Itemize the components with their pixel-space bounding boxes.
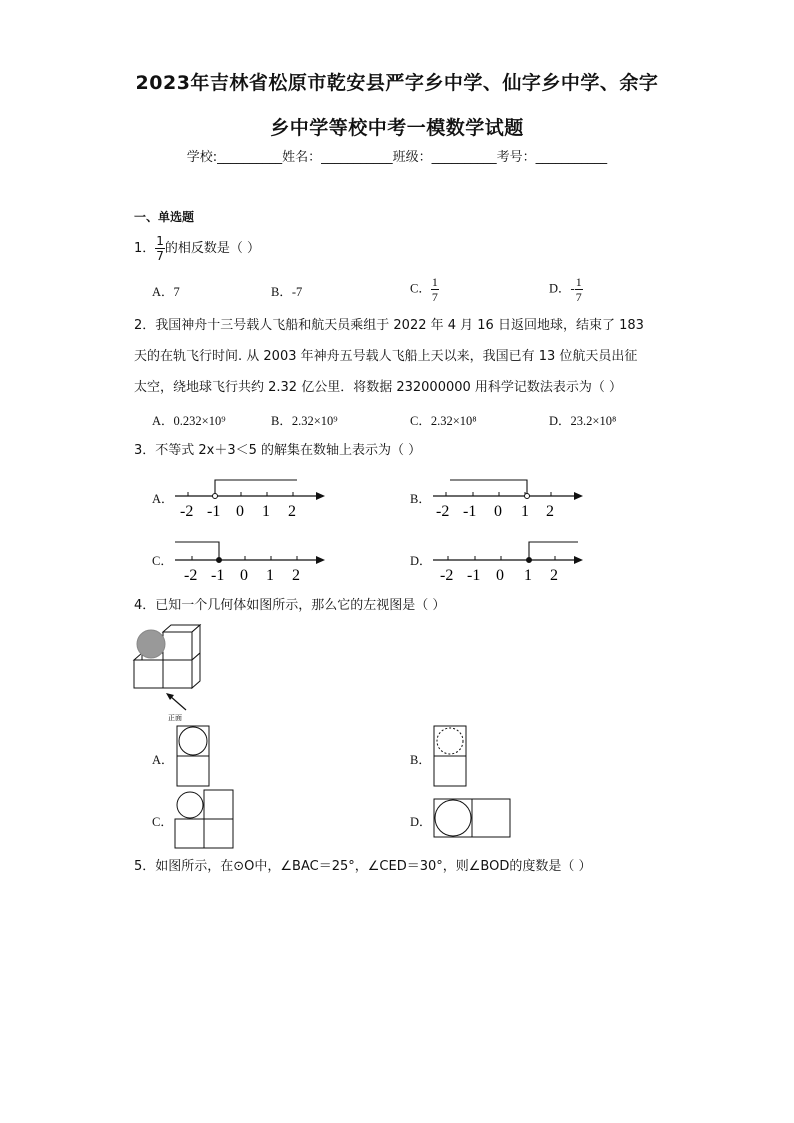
question-stem: 的相反数是（ ） [164, 241, 261, 256]
tick-label: 0 [236, 503, 244, 520]
option-c[interactable]: C． [152, 815, 173, 829]
number-line-c [170, 536, 335, 586]
option-d[interactable]: D．23.2×10⁸ [549, 414, 617, 428]
square [204, 819, 233, 848]
tick-label: 0 [496, 567, 504, 584]
open-endpoint [525, 494, 530, 499]
fraction-numerator: 1 [156, 234, 164, 248]
fraction [155, 234, 165, 263]
tick-label: -2 [180, 503, 194, 520]
arrow-head [574, 556, 583, 564]
number-line-a [170, 472, 335, 522]
square [204, 790, 233, 819]
square [175, 819, 204, 848]
cube-front-face [163, 660, 192, 688]
option-b[interactable]: B．2.32×10⁹ [271, 414, 338, 428]
front-label: 正面 [168, 714, 182, 722]
option-c[interactable] [410, 275, 439, 304]
tick-label: -2 [436, 503, 450, 520]
sphere [137, 630, 165, 658]
fraction [431, 275, 439, 304]
tick-label: 0 [494, 503, 502, 520]
view-c [174, 789, 238, 853]
tick-label: 1 [266, 567, 274, 584]
tick-label: -2 [440, 567, 454, 584]
student-info-line: 学校:__________姓名：___________班级：__________考号：___________ [186, 150, 608, 165]
tick-label: 1 [524, 567, 532, 584]
tick-label: 2 [546, 503, 554, 520]
view-arrow [170, 696, 186, 710]
option-d-label: D．- [549, 281, 575, 296]
question-5: 5．如图所示，在⊙O中，∠BAC＝25°，∠CED＝30°，则∠BOD的度数是（ ） [134, 859, 592, 874]
tick-label: 2 [288, 503, 296, 520]
number-line-d [428, 536, 593, 586]
option-a[interactable]: A．7 [152, 285, 180, 299]
option-b[interactable]: B．-7 [271, 285, 303, 299]
cube-front-face [163, 632, 192, 660]
view-a [176, 725, 212, 789]
solution-bracket [529, 542, 578, 558]
square [472, 799, 510, 837]
option-c-label: C． [410, 281, 431, 296]
exam-title-line1: 2023年吉林省松原市乾安县严字乡中学、仙字乡中学、余字 [135, 72, 659, 94]
tick-label: 1 [521, 503, 529, 520]
square [434, 756, 466, 786]
option-b[interactable]: B． [410, 492, 431, 506]
question-2-line3: 太空，绕地球飞行共约 2.32 亿公里．将数据 232000000 用科学记数法表示为（ ） [134, 380, 623, 395]
fraction-denominator: 7 [575, 290, 582, 304]
arrow-head [316, 556, 325, 564]
option-b[interactable]: B． [410, 753, 431, 767]
view-d [433, 797, 515, 841]
tick-label: 2 [550, 567, 558, 584]
question-2-line1: 2．我国神舟十三号载人飞船和航天员乘组于 2022 年 4 月 16 日返回地球，结束了 183 [134, 318, 644, 333]
solution-bracket [215, 480, 297, 494]
tick-label: -1 [463, 503, 477, 520]
tick-label: 0 [240, 567, 248, 584]
square [434, 726, 466, 756]
fraction-numerator: 1 [431, 275, 438, 289]
solid-figure [130, 622, 202, 724]
square [177, 756, 209, 786]
option-c[interactable]: C．2.32×10⁸ [410, 414, 477, 428]
square [434, 799, 472, 837]
tick-label: -1 [211, 567, 225, 584]
question-4: 4．已知一个几何体如图所示，那么它的左视图是（ ） [134, 598, 446, 613]
tick-label: -1 [207, 503, 221, 520]
ticks [188, 492, 293, 496]
question-number: 1． [134, 241, 156, 256]
fraction [575, 275, 583, 304]
tick-label: 1 [262, 503, 270, 520]
section-heading: 一、单选题 [134, 210, 195, 224]
fraction-denominator: 7 [431, 290, 438, 304]
open-endpoint [213, 494, 218, 499]
ticks [446, 492, 551, 496]
number-line-b [428, 472, 593, 522]
option-a[interactable]: A．0.232×10⁹ [152, 414, 226, 428]
option-d[interactable]: D． [410, 815, 432, 829]
question-2-line2: 天的在轨飞行时间. 从 2003 年神舟五号载人飞船上天以来，我国已有 13 位航天员出征 [134, 349, 638, 364]
arrow-head [316, 492, 325, 500]
option-c[interactable]: C． [152, 554, 173, 568]
tick-label: -2 [184, 567, 198, 584]
tick-label: 2 [292, 567, 300, 584]
fraction-denominator: 7 [156, 249, 164, 263]
question-1 [134, 234, 260, 263]
option-a[interactable]: A． [152, 492, 174, 506]
option-d[interactable] [549, 275, 583, 304]
arrow-head [574, 492, 583, 500]
circle [177, 792, 203, 818]
question-3: 3．不等式 2x＋3＜5 的解集在数轴上表示为（ ） [134, 443, 422, 458]
solution-bracket [175, 542, 219, 558]
closed-endpoint [217, 558, 222, 563]
closed-endpoint [527, 558, 532, 563]
option-a[interactable]: A． [152, 753, 174, 767]
fraction-numerator: 1 [575, 275, 582, 289]
exam-title-line2: 乡中学等校中考一模数学试题 [270, 117, 524, 139]
cube-front-face [134, 660, 163, 688]
square [177, 726, 209, 756]
view-b [433, 725, 469, 789]
solution-bracket [450, 480, 527, 494]
tick-label: -1 [467, 567, 481, 584]
option-d[interactable]: D． [410, 554, 432, 568]
